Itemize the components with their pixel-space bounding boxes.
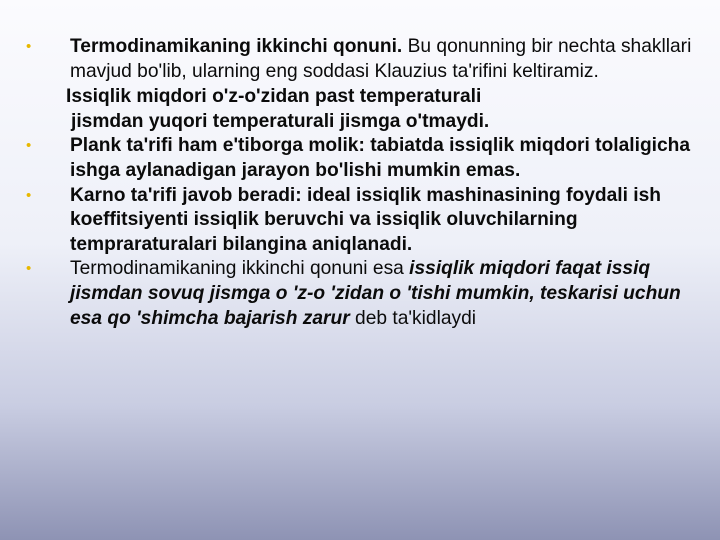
continuation-text-line-2: jismdan yuqori temperaturali jismga o'tmaydi. xyxy=(71,110,490,132)
bullet-icon: • xyxy=(26,260,32,278)
item-1-text: Bu qonunning bir nechta shakllari mavjud bo'lib, ularning eng soddasi Klauzius ta'rifini keltiramiz. xyxy=(70,36,692,82)
bullet-icon: • xyxy=(26,186,32,204)
item-1-bold-text: Termodinamikaning ikkinchi qonuni. xyxy=(70,36,403,57)
bullet-icon: • xyxy=(26,137,32,155)
bullet-item-3 xyxy=(26,184,696,258)
bullet-icon: • xyxy=(26,38,32,55)
continuation-text: Issiqlik miqdori o'z-o'zidan past temperaturali xyxy=(66,86,482,108)
item-4-text: Termodinamikaning ikkinchi qonuni esa xyxy=(70,258,410,280)
item-4-bold-italic-text: issiqlik miqdori faqat issiq jismdan sovuq jismga o 'z-o 'zidan o 'tishi mumkin, teskarisi uchun esa qo 'shimcha bajarish zarur xyxy=(70,258,681,329)
item-3-bold-text: Karno ta'rifi javob beradi: ideal issiqlik mashinasining foydali ish koeffitsiyenti issiqlik beruvchi va issiqlik oluvchilarning tempraraturalari bilangina aniqlanadi. xyxy=(70,184,661,255)
bullet-item-4 xyxy=(26,257,696,331)
item-2-bold-text: Plank ta'rifi ham e'tiborga molik: tabiatda issiqlik miqdori tolaligicha ishga aylanadigan jarayon bo'lishi mumkin emas. xyxy=(70,135,691,181)
continuation-paragraph xyxy=(26,85,696,134)
bullet-item-1 xyxy=(26,35,696,84)
item-4-text-end: deb ta'kidlaydi xyxy=(349,307,477,329)
slide-content xyxy=(26,35,696,331)
bullet-item-2 xyxy=(26,134,696,183)
